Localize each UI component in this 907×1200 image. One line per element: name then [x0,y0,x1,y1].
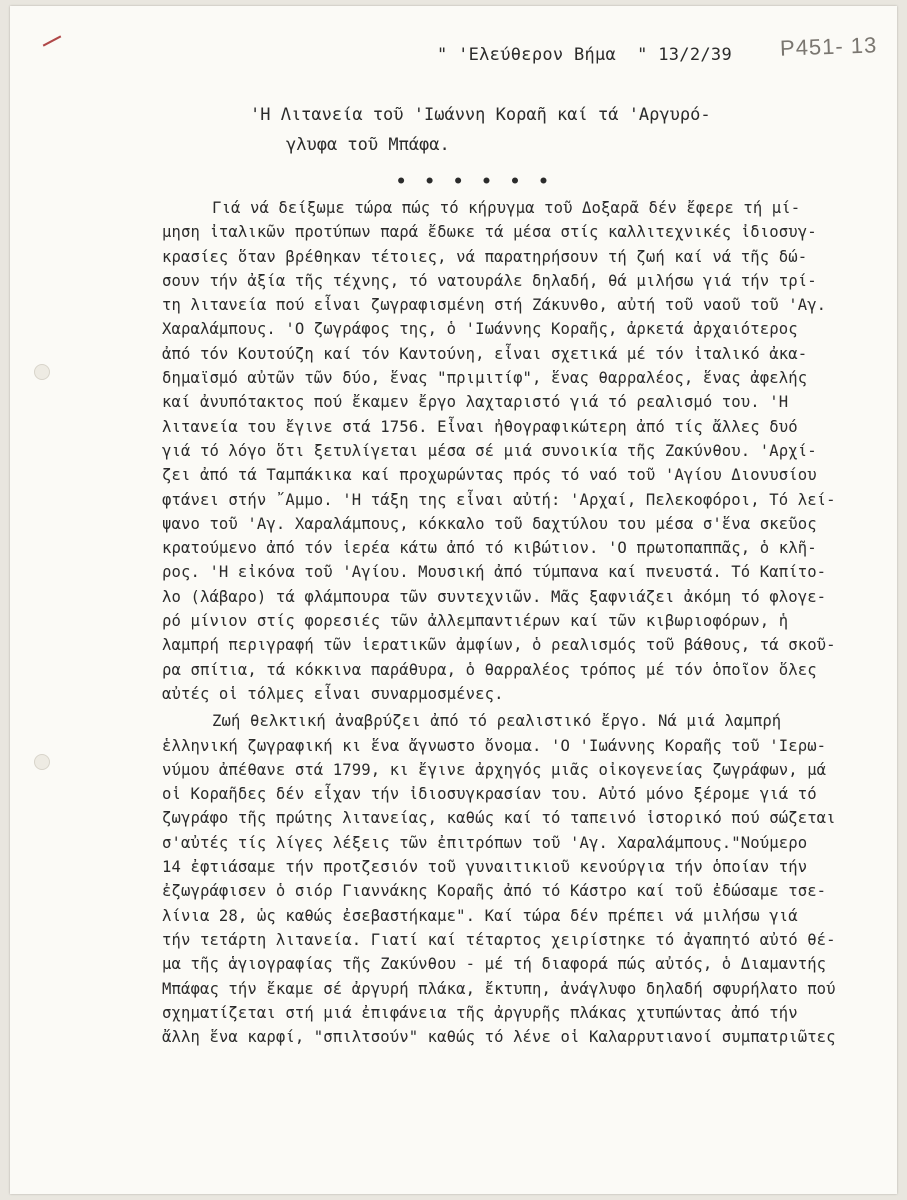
text-line: μηση ἰταλικῶν προτύπων παρά ἔδωκε τά μέσα στίς καλλιτεχνικές ἰδιοσυγ- [162,223,817,242]
text-line: λαμπρή περιγραφή τῶν ἱερατικῶν ἀμφίων, ὁ ρεαλισμός τοῦ βάθους, τά σκοῦ- [162,636,836,655]
text-line: τη λιτανεία πού εἶναι ζωγραφισμένη στή Ζάκυνθο, αὐτή τοῦ ναοῦ τοῦ 'Αγ. [162,296,827,315]
title-line-2: γλυφα τοῦ Μπάφα. [286,135,450,155]
text-line: καί ἀνυπότακτος πού ἔκαμεν ἔργο λαχταριστό γιά τό ρεαλισμό του. 'Η [162,393,789,412]
punch-hole-top [34,364,50,380]
text-line: λο (λάβαρο) τά φλάμπουρα τῶν συντεχνιῶν. Μᾶς ξαφνιάζει ἀκόμη τό φλογε- [162,587,827,606]
text-line: ἀπό τόν Κουτούζη καί τόν Καντούνη, εἶναι σχετικά μέ τόν ἰταλικό ἀκα- [162,344,808,363]
text-line: οἱ Κοραῆδες δέν εἶχαν τήν ἰδιοσυγκρασίαν του. Αὐτό μόνο ξέρομε γιά τό [162,785,817,804]
text-line: σ'αὐτές τίς λίγες λέξεις τῶν ἐπιτρόπων τοῦ 'Αγ. Χαραλάμπους."Νούμερο [162,833,808,852]
text-line: γιά τό λόγο ὅτι ξετυλίγεται μέσα σέ μιά συνοικία τῆς Ζακύνθου. 'Αρχί- [162,441,817,460]
text-line: ἄλλη ἕνα καρφί, "σπιλτσούν" καθώς τό λένε οἱ Καλαρρυτιανοί συμπατριῶτες [162,1028,836,1047]
title-line-1: 'Η Λιτανεία τοῦ 'Ιωάννη Κοραῆ καί τά 'Αργυρό- [250,105,711,125]
text-line: ἑλληνική ζωγραφική κι ἕνα ἄγνωστο ὄνομα. 'Ο 'Ιωάννης Κοραῆς τοῦ 'Ιερω- [162,736,827,755]
text-line: Χαραλάμπους. 'Ο ζωγράφος της, ὁ 'Ιωάννης Κοραῆς, ἀρκετά ἀρχαιότερος [162,320,798,339]
punch-hole-bottom [34,754,50,770]
text-line: λίνια 28, ὡς καθώς ἐσεβαστήκαμε". Καί τώρα δέν πρέπει νά μιλήσω γιά [162,906,798,925]
separator-dots: • • • • • • [396,172,553,192]
text-line: Μπάφας τήν ἔκαμε σέ ἀργυρή πλάκα, ἔκτυπη, ἀνάγλυφο δηλαδή σφυρήλατο πού [162,979,836,998]
text-line: τήν τετάρτη λιτανεία. Γιατί καί τέταρτος χειρίστηκε τό ἀγαπητό αὐτό θέ- [162,930,836,949]
text-line: δημαϊσμό αὐτῶν τῶν δύο, ἕνας "πριμιτίφ", ἕνας θαρραλέος, ἕνας ἀφελής [162,369,808,388]
text-line: ρος. 'Η εἰκόνα τοῦ 'Αγίου. Μουσική ἀπό τύμπανα καί πνευστά. Τό Καπίτο- [162,563,827,582]
text-line: ρό μίνιον στίς φορεσιές τῶν ἀλλεμπαντιέρων καί τῶν κιβωριοφόρων, ἡ [162,612,789,631]
text-line: ζει ἀπό τά Ταμπάκικα καί προχωρώντας πρός τό ναό τοῦ 'Αγίου Διονυσίου [162,466,817,485]
article-title [250,100,750,160]
archive-number: P451- 13 [779,32,878,61]
text-line: νύμου ἀπέθανε στά 1799, κι ἔγινε ἀρχηγός μιᾶς οἰκογενείας ζωγράφων, μά [162,760,827,779]
text-line: σχηματίζεται στή μιά ἐπιφάνεια τῆς ἀργυρῆς πλάκας χτυπώντας ἀπό τήν [162,1003,798,1022]
text-line: μα τῆς ἁγιογραφίας τῆς Ζακύνθου - μέ τή διαφορά πώς αὐτός, ὁ Διαμαντής [162,955,827,974]
text-line: αὐτές οἱ τόλμες εἶναι συναρμοσμένες. [162,684,504,703]
text-line: λιτανεία του ἔγινε στά 1756. Εἶναι ἠθογραφικώτερη ἀπό τίς ἄλλες δυό [162,417,798,436]
text-line: 14 ἐφτιάσαμε τήν προτζεσιόν τοῦ γυναιτικιοῦ κενούργια τήν ὁποίαν τήν [162,858,808,877]
text-line: Ζωή θελκτική ἀναβρύζει ἀπό τό ρεαλιστικό ἔργο. Νά μιά λαμπρή [212,712,782,731]
text-line: κρασίες ὅταν βρέθηκαν τέτοιες, νά παρατηρήσουν τή ζωή καί νά τῆς δώ- [162,247,808,266]
text-line: ἐζωγράφισεν ὁ σιόρ Γιαννάκης Κοραῆς ἀπό τό Κάστρο καί τοῦ ἐδώσαμε τσε- [162,882,827,901]
text-line: Γιά νά δείξωμε τώρα πώς τό κήρυγμα τοῦ Δοξαρᾶ δέν ἔφερε τή μί- [212,199,801,217]
text-line: ζωγράφο τῆς πρώτης λιτανείας, καθώς καί τό ταπεινό ἱστορικό πού σώζεται [162,809,836,828]
text-line: σουν τήν ἀξία τῆς τέχνης, τό νατουράλε δηλαδή, θά μιλήσω γιά τήν τρί- [162,271,817,290]
newspaper-header: " 'Ελεύθερον Βήμα " 13/2/39 [437,45,732,65]
text-line: ρα σπίτια, τά κόκκινα παράθυρα, ὁ θαρραλέος τρόπος μέ τόν ὁποῖον ὅλες [162,660,817,679]
text-line: ψανο τοῦ 'Αγ. Χαραλάμπους, κόκκαλο τοῦ δαχτύλου του μέσα σ'ἕνα σκεῦος [162,514,817,533]
text-line: κρατούμενο ἀπό τόν ἱερέα κάτω ἀπό τό κιβώτιον. 'Ο πρωτοπαππᾶς, ὁ κλῆ- [162,539,817,558]
pen-mark [43,35,62,46]
article-body [162,196,877,1049]
text-line: φτάνει στήν ῎Αμμο. 'Η τάξη της εἶναι αὐτή: 'Αρχαί, Πελεκοφόροι, Τό λεί- [162,490,836,509]
